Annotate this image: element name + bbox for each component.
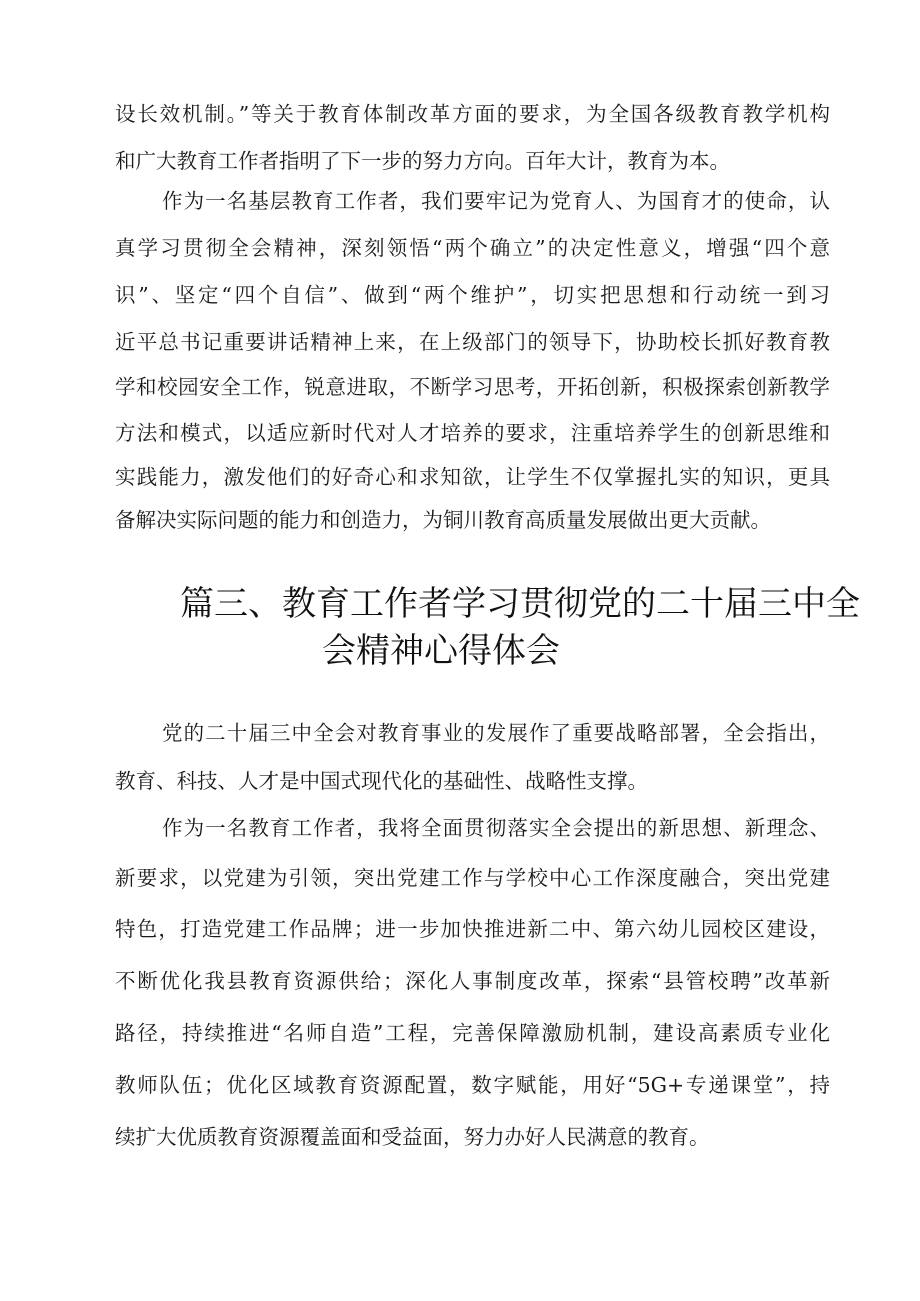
paragraph-line: 教师队伍；优化区域教育资源配置，数字赋能，用好“5G+专递课堂”，持 [115,1073,830,1097]
section-heading-line-1: 篇三、教育工作者学习贯彻党的二十届三中全 [180,584,860,624]
paragraph-line: 新要求，以党建为引领，突出党建工作与学校中心工作深度融合，突出党建 [115,866,830,890]
paragraph-line: 实践能力，激发他们的好奇心和求知欲，让学生不仅掌握扎实的知识，更具 [115,465,830,489]
paragraph-line: 设长效机制。”等关于教育体制改革方面的要求，为全国各级教育教学机构 [115,102,830,126]
paragraph-line: 真学习贯彻全会精神，深刻领悟“两个确立”的决定性意义，增强“四个意 [115,236,830,260]
paragraph-line: 特色，打造党建工作品牌；进一步加快推进新二中、第六幼儿园校区建设， [115,917,830,941]
paragraph-line: 路径，持续推进“名师自造”工程，完善保障激励机制，建设高素质专业化 [115,1021,830,1045]
paragraph-line: 续扩大优质教育资源覆盖面和受益面，努力办好人民满意的教育。 [115,1125,710,1149]
paragraph-line: 作为一名教育工作者，我将全面贯彻落实全会提出的新思想、新理念、 [162,816,830,840]
paragraph-line: 和广大教育工作者指明了下一步的努力方向。百年大计，教育为本。 [115,149,730,173]
paragraph-line: 不断优化我县教育资源供给；深化人事制度改革，探索“县管校聘”改革新 [115,969,830,993]
paragraph-line: 备解决实际问题的能力和创造力，为铜川教育高质量发展做出更大贡献。 [115,508,771,532]
paragraph-line: 教育、科技、人才是中国式现代化的基础性、战略性支撑。 [115,769,648,793]
section-heading-line-2: 会精神心得体会 [322,631,560,671]
paragraph-line: 学和校园安全工作，锐意进取，不断学习思考，开拓创新，积极探索创新教学 [115,375,830,399]
paragraph-line: 近平总书记重要讲话精神上来，在上级部门的领导下，协助校长抓好教育教 [115,330,830,354]
paragraph-line: 识”、坚定“四个自信”、做到“两个维护”，切实把思想和行动统一到习 [115,283,830,307]
paragraph-line: 党的二十届三中全会对教育事业的发展作了重要战略部署，全会指出， [162,721,830,745]
paragraph-line: 作为一名基层教育工作者，我们要牢记为党育人、为国育才的使命，认 [162,189,830,213]
paragraph-line: 方法和模式，以适应新时代对人才培养的要求，注重培养学生的创新思维和 [115,421,830,445]
